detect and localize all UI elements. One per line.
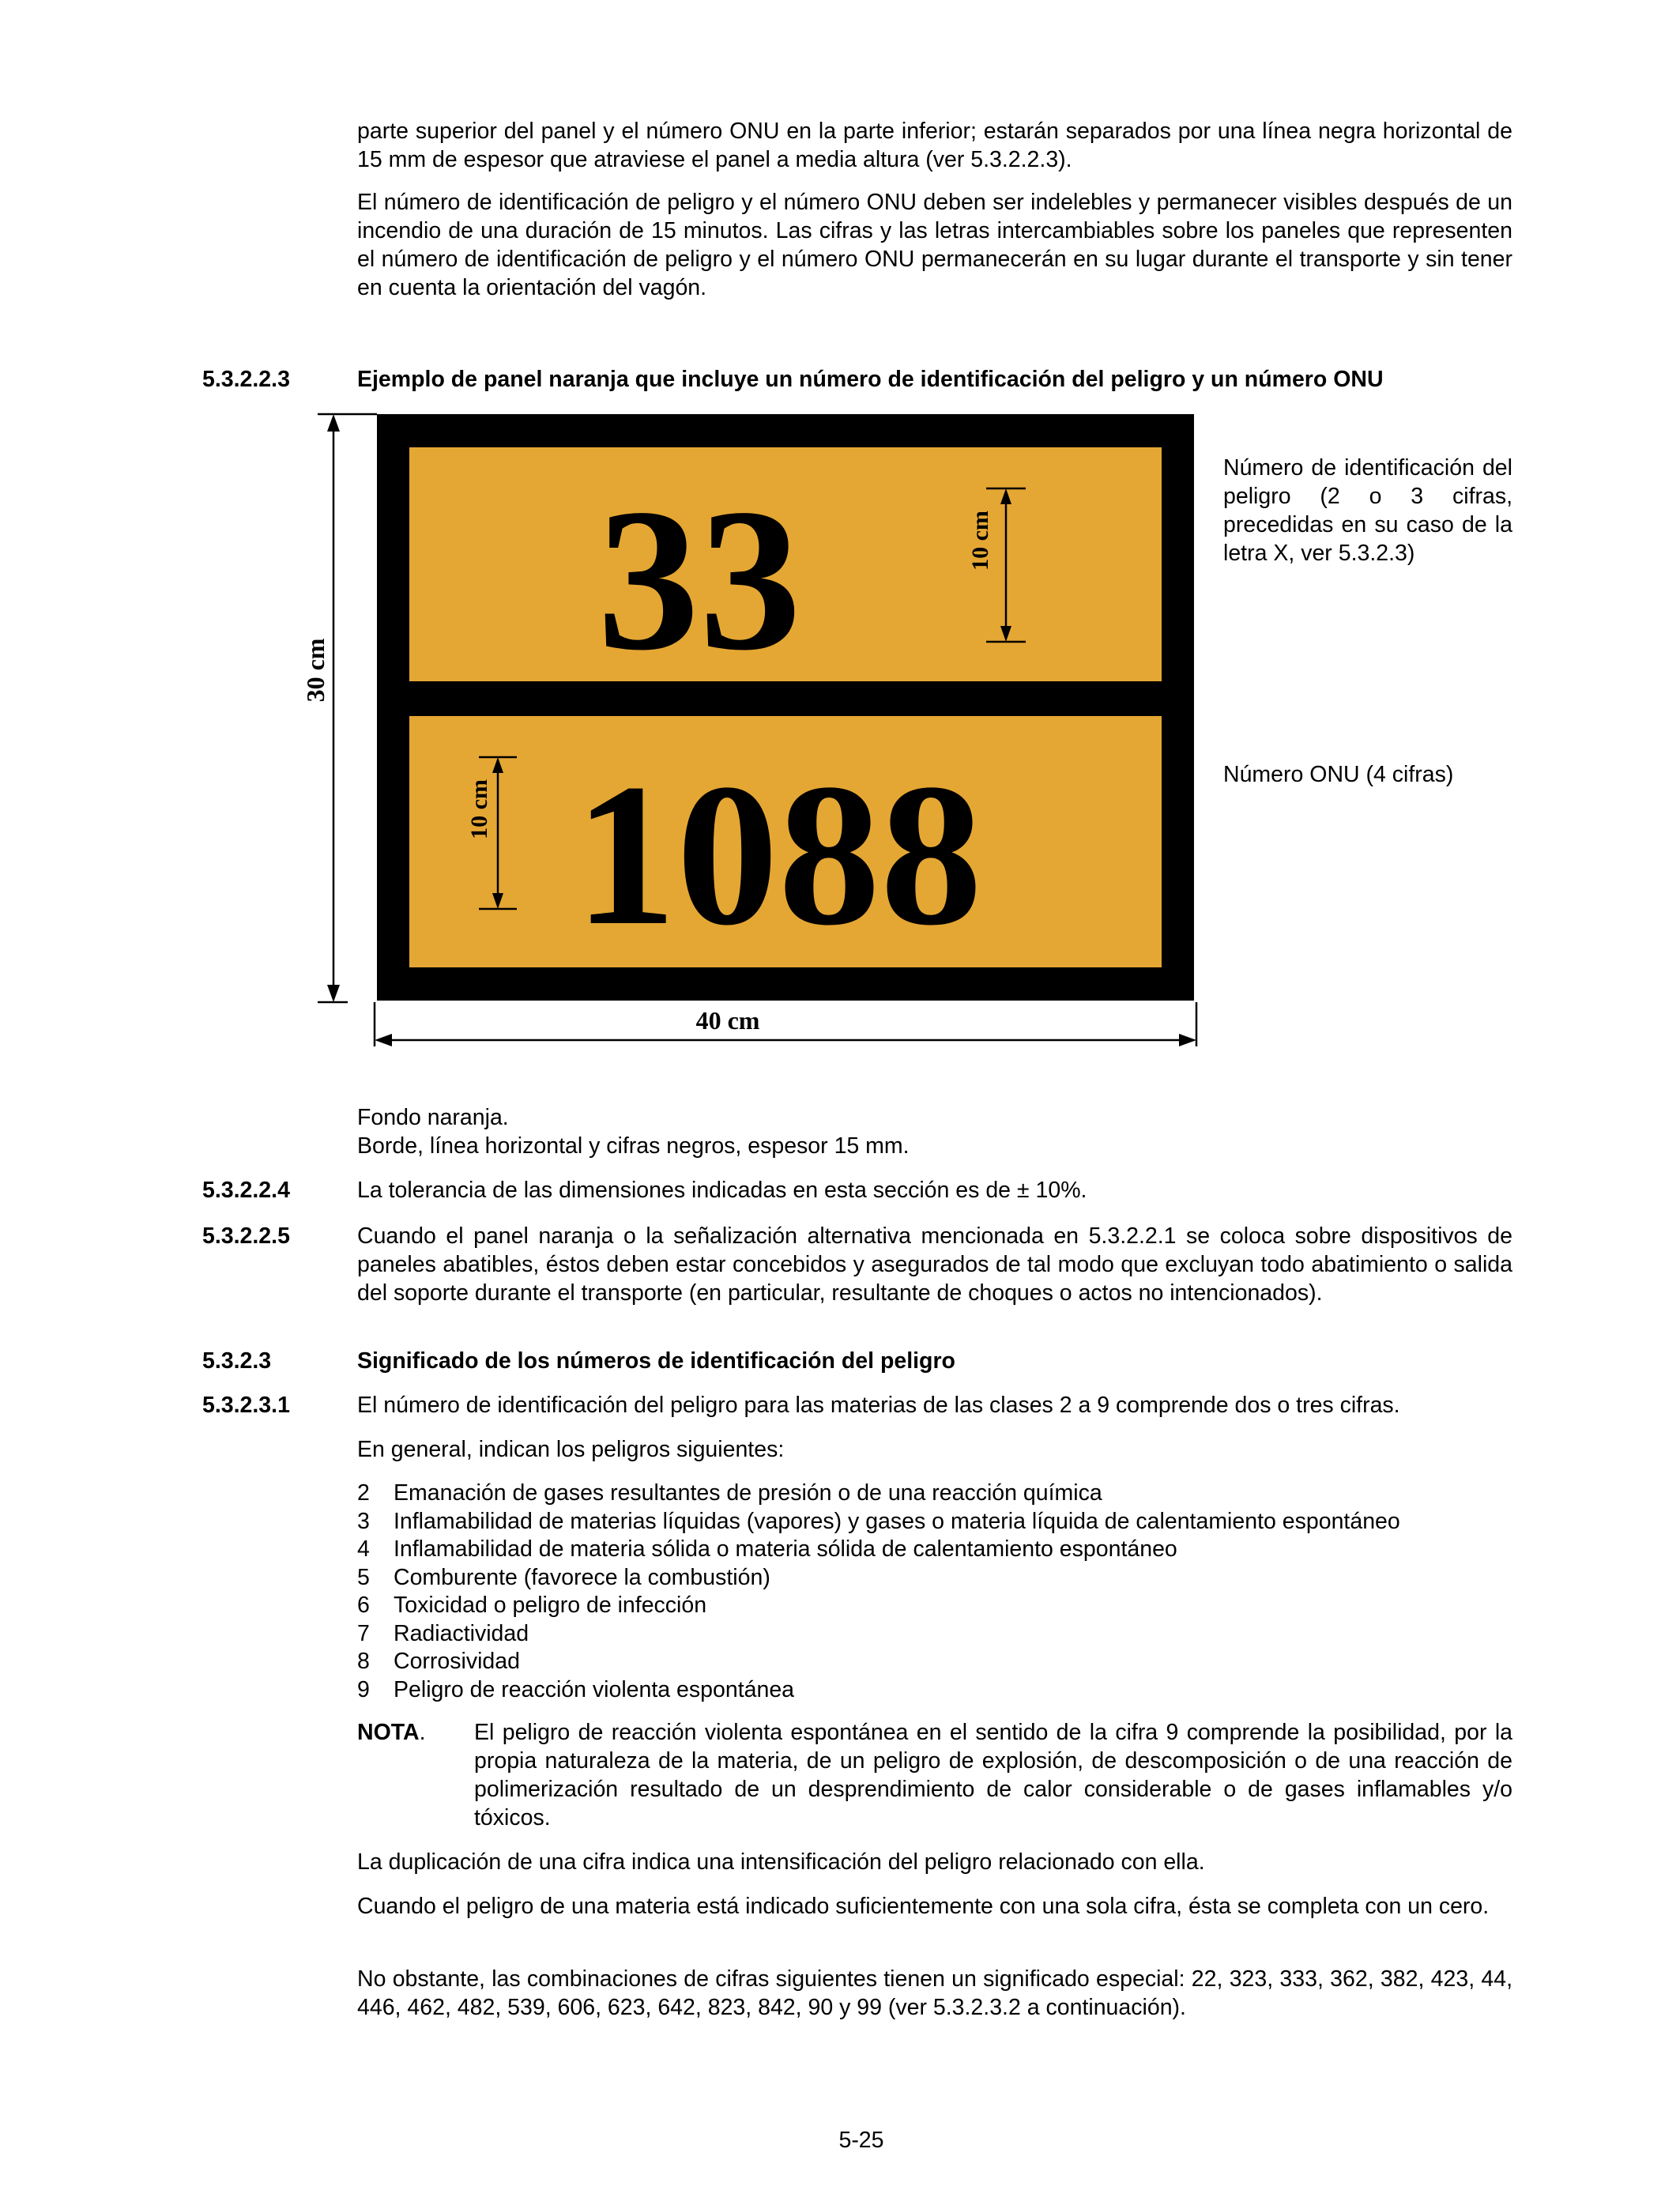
section-text-5-3-2-2-4: La tolerancia de las dimensiones indicadas en esta sección es de ± 10%. <box>357 1178 1087 1203</box>
figure-note-background: Fondo naranja. <box>357 1105 509 1130</box>
duplication-paragraph: La duplicación de una cifra indica una intensificación del peligro relacionado con ella. <box>357 1849 1205 1875</box>
section-number-5-3-2-3-1: 5.3.2.3.1 <box>202 1393 290 1418</box>
list-item: 6 Toxicidad o peligro de infección <box>357 1593 707 1618</box>
list-item: 2 Emanación de gases resultantes de presión o de una reacción química <box>357 1480 1102 1506</box>
digit-height-label-upper: 10 cm <box>967 511 993 571</box>
un-number: 1088 <box>574 741 982 967</box>
hazard-number: 33 <box>597 466 801 692</box>
section-number-5-3-2-3: 5.3.2.3 <box>202 1348 272 1374</box>
note-text: El peligro de reacción violenta espontánea en el sentido de la cifra 9 comprende la posibilidad, por la propia naturaleza de la materia, de un peligro de explosión, de descomposición o de una reacción de polimerización resultado de un desprendimiento de calor considerable o de gases inflamables y/o tóxicos. <box>474 1720 1512 1830</box>
list-item: 4 Inflamabilidad de materia sólida o materia sólida de calentamiento espontáneo <box>357 1536 1177 1562</box>
list-item: 5 Comburente (favorece la combustión) <box>357 1564 770 1590</box>
arrowhead-right <box>1179 1034 1196 1046</box>
note-label: NOTA. <box>357 1720 426 1745</box>
arrowhead-left <box>375 1034 392 1046</box>
digit-height-label-lower: 10 cm <box>466 779 492 839</box>
width-dimension-label: 40 cm <box>695 1006 760 1035</box>
special-combinations-paragraph: No obstante, las combinaciones de cifras siguientes tienen un significado especial: 22, 323, 333, 362, 382, 423, 44, 446, 462, 482, 539, 606, 623, 642, 823, 842, 90 y 99 (ver 5.3.2.3.2 a continuación). <box>357 1966 1512 2020</box>
height-dimension <box>318 414 377 1002</box>
list-item: 8 Corrosividad <box>357 1649 520 1674</box>
page-number: 5-25 <box>838 2128 884 2153</box>
un-number-label: Número ONU (4 cifras) <box>1223 762 1454 787</box>
section-title-5-3-2-2-3: Ejemplo de panel naranja que incluye un número de identificación del peligro y un número ONU <box>357 367 1384 392</box>
section-text-5-3-2-2-5: Cuando el panel naranja o la señalización alternativa mencionada en 5.3.2.2.1 se coloca sobre dispositivos de paneles abatibles, éstos deben estar concebidos y asegurados de tal modo que excluyan todo abatimiento o salida del soporte durante el transporte (en particular, resultante de choques o actos no intencionados). <box>357 1223 1512 1306</box>
arrowhead-down <box>327 985 340 1002</box>
section-text-5-3-2-3-1: El número de identificación del peligro para las materias de las clases 2 a 9 comprende dos o tres cifras. <box>357 1393 1400 1418</box>
list-item: 3 Inflamabilidad de materias líquidas (vapores) y gases o materia líquida de calentamiento espontáneo <box>357 1508 1400 1534</box>
zero-paragraph: Cuando el peligro de una materia está indicado suficientemente con una sola cifra, ésta se completa con un cero. <box>357 1894 1490 1919</box>
section-title-5-3-2-3: Significado de los números de identificación del peligro <box>357 1348 955 1374</box>
intro-paragraph-2: El número de identificación de peligro y el número ONU deben ser indelebles y permanecer visibles después de un incendio de una duración de 15 minutos. Las cifras y las letras intercambiables sobre los paneles que representen el número de identificación de peligro y el número ONU permanecerán en su lugar durante el transporte y sin tener en cuenta la orientación del vagón. <box>357 190 1512 300</box>
list-item: 9 Peligro de reacción violenta espontánea <box>357 1676 795 1702</box>
arrowhead-up <box>327 414 340 432</box>
section-number-5-3-2-2-3: 5.3.2.2.3 <box>202 367 290 392</box>
hazard-digit-list <box>357 1480 1512 1704</box>
intro-paragraph-1: parte superior del panel y el número ONU en la parte inferior; estarán separados por una línea negra horizontal de 15 mm de espesor que atraviese el panel a media altura (ver 5.3.2.2.3). <box>357 119 1512 172</box>
width-dimension <box>375 1002 1196 1046</box>
hazard-number-label: Número de identificación del peligro (2 o 3 cifras, precedidas en su caso de la letra X, ver 5.3.2.3) <box>1223 455 1512 566</box>
list-item: 7 Radiactividad <box>357 1620 529 1646</box>
height-dimension-label: 30 cm <box>301 638 330 703</box>
section-number-5-3-2-2-5: 5.3.2.2.5 <box>202 1223 290 1249</box>
hazard-list-intro: En general, indican los peligros siguientes: <box>357 1437 785 1462</box>
figure-note-border: Borde, línea horizontal y cifras negros, espesor 15 mm. <box>357 1133 910 1159</box>
section-number-5-3-2-2-4: 5.3.2.2.4 <box>202 1178 290 1203</box>
